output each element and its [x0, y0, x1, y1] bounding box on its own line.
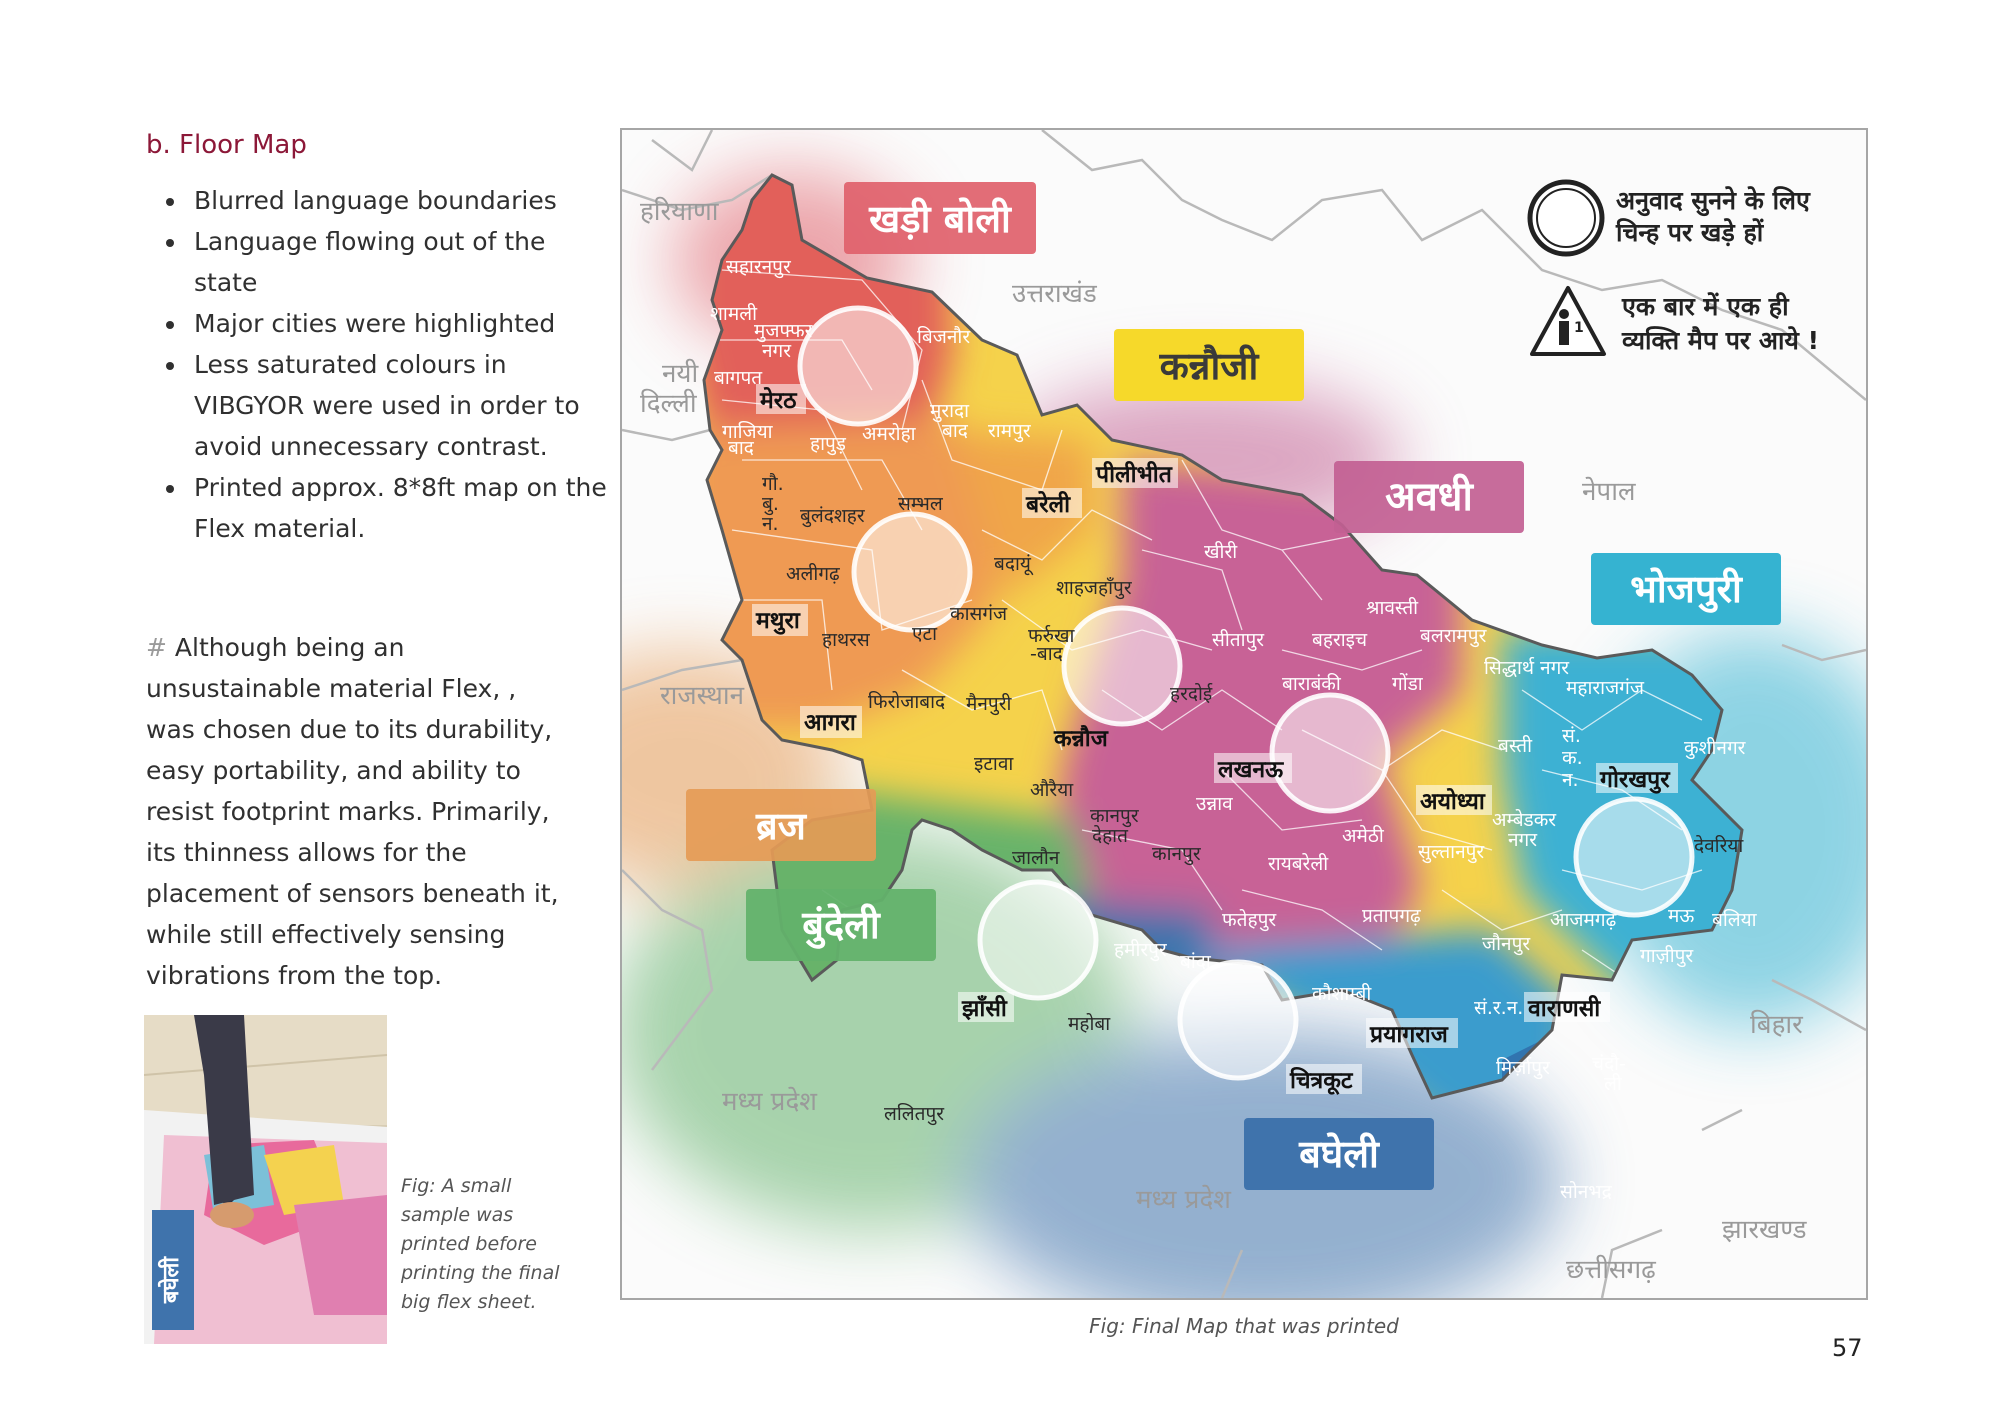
city-shahjahanpur: शाहजहाँपुर [1056, 577, 1132, 599]
city-prayagraj: प्रयागराज [1370, 1022, 1448, 1048]
city-meerut: मेरठ [760, 388, 797, 414]
city-lalitpur: ललितपुर [884, 1103, 945, 1125]
body-paragraph [146, 627, 566, 996]
city-bareilly: बरेली [1026, 492, 1071, 518]
floor-map [620, 128, 1868, 1300]
instruction-line-2a: एक बार में एक ही [1622, 292, 1789, 321]
city-etah: एटा [912, 623, 938, 645]
language-label-bhojpuri [1591, 553, 1781, 625]
city-amroha: अमरोहा [862, 423, 916, 445]
sensor-circle[interactable] [1576, 799, 1692, 915]
sample-photo-label: बघेली [159, 1256, 184, 1304]
region-nayi-dilli-1: नयी [662, 359, 699, 389]
city-deoria: देवरिया [1694, 835, 1744, 857]
instruction-line-1b: चिन्ह पर खड़े हों [1616, 218, 1764, 247]
section-heading: b. Floor Map [146, 130, 307, 160]
city-sitapur: सीतापुर [1212, 629, 1265, 651]
hash-marker: # [146, 633, 167, 662]
city-kaushambi: कौशाम्बी [1312, 983, 1372, 1005]
bullet-item: • Major cities were highlighted [188, 303, 608, 344]
city-hathras: हाथरस [822, 629, 870, 651]
city-baghpat: बागपत [714, 367, 763, 389]
city-ghaziabad-2: बाद [728, 437, 754, 459]
city-lucknow: लखनऊ [1218, 757, 1284, 783]
city-skn-2: क. [1562, 747, 1583, 769]
city-mahoba: महोबा [1068, 1013, 1111, 1035]
city-badaun: बदायूं [994, 553, 1031, 575]
city-kasganj: कासगंज [950, 603, 1008, 625]
city-shamli: शामली [710, 303, 758, 325]
svg-text:ब्रज: ब्रज [756, 804, 806, 848]
instruction-line-2b: व्यक्ति मैप पर आये ! [1622, 326, 1820, 355]
bullet-list [160, 180, 608, 549]
city-ambedkarnagar-1: अम्बेडकर [1492, 809, 1557, 831]
map-caption: Fig: Final Map that was printed [1089, 1314, 1399, 1338]
city-farrukhabad-2: -बाद [1030, 643, 1063, 665]
sample-photo-caption: Fig: A small sample was printed before printing the final big flex sheet. [401, 1175, 560, 1313]
city-kanpur-dehat-2: देहात [1092, 825, 1128, 847]
svg-text:बघेली: बघेली [1299, 1132, 1379, 1176]
city-shravasti: श्रावस्ती [1366, 597, 1419, 619]
region-haryana: हरियाणा [640, 197, 719, 227]
city-sultanpur: सुल्तानपुर [1418, 841, 1485, 863]
city-maharajganj: महाराजगंज [1566, 677, 1644, 699]
svg-text:कन्नौजी: कन्नौजी [1159, 344, 1259, 388]
city-muzaffarnagar-1: मुजफ्फर [754, 320, 813, 342]
sensor-circle[interactable] [1064, 608, 1180, 724]
city-pratapgarh: प्रतापगढ़ [1362, 905, 1421, 927]
city-sonbhadra: सोनभद्र [1560, 1181, 1612, 1203]
svg-text:बुंदेली: बुंदेली [802, 903, 880, 947]
city-ballia: बलिया [1712, 909, 1757, 931]
sensor-circle[interactable] [980, 882, 1096, 998]
city-gbn-3: न. [762, 513, 779, 535]
city-kanpur: कानपुर [1152, 843, 1201, 865]
city-balrampur: बलरामपुर [1420, 625, 1487, 647]
city-mathura: मथुरा [756, 608, 800, 634]
city-gbn-1: गौ. [762, 473, 784, 495]
city-fatehpur: फतेहपुर [1222, 909, 1277, 931]
city-mau: मऊ [1668, 905, 1695, 927]
city-agra: आगरा [804, 710, 856, 736]
language-label-bagheli [1244, 1118, 1434, 1190]
city-chitrakoot: चित्रकूट [1290, 1068, 1353, 1094]
city-rampur: रामपुर [988, 420, 1031, 442]
city-raebareli: रायबरेली [1268, 853, 1329, 875]
region-nepal: नेपाल [1582, 477, 1636, 507]
city-mainpuri: मैनपुरी [966, 693, 1012, 715]
city-skn-3: न. [1562, 769, 1579, 791]
city-kannauj: कन्नौज [1054, 726, 1108, 752]
region-madhya-pradesh-1: मध्य प्रदेश [722, 1087, 817, 1117]
city-kheri: खीरी [1204, 541, 1238, 563]
language-label-awadhi [1334, 461, 1524, 533]
city-siddharthnagar: सिद्धार्थ नगर [1484, 657, 1570, 679]
city-banda: बांदा [1180, 951, 1211, 973]
bullet-item: • Blurred language boundaries [188, 180, 608, 221]
city-ghazipur: गाज़ीपुर [1640, 945, 1694, 967]
language-label-bundeli [746, 889, 936, 961]
city-etawah: इटावा [974, 753, 1014, 775]
region-chhattisgarh: छत्तीसगढ़ [1566, 1255, 1656, 1285]
stand-circle-icon [1530, 182, 1602, 254]
svg-text:भोजपुरी: भोजपुरी [1630, 567, 1742, 611]
city-srn: सं.र.न. [1474, 997, 1524, 1019]
region-bihar: बिहार [1750, 1010, 1803, 1040]
city-farrukhabad-1: फर्रुखा [1028, 625, 1075, 647]
city-basti: बस्ती [1498, 735, 1532, 757]
city-gonda: गोंडा [1392, 673, 1423, 695]
city-moradabad-1: मुरादा [930, 400, 970, 422]
city-bahraich: बहराइच [1312, 629, 1368, 651]
one-person-warning-icon [1532, 288, 1604, 354]
city-firozabad: फिरोजाबाद [868, 691, 946, 713]
city-amethi: अमेठी [1342, 825, 1384, 847]
instruction-line-1a: अनुवाद सुनने के लिए [1616, 186, 1810, 215]
sensor-circle[interactable] [800, 308, 916, 424]
sample-print-photo [144, 1015, 387, 1344]
city-sambhal: सम्भल [898, 493, 943, 515]
city-varanasi: वाराणसी [1528, 996, 1601, 1022]
language-label-kannauji [1114, 329, 1304, 401]
city-muzaffarnagar-2: नगर [762, 340, 792, 362]
page-number: 57 [1832, 1334, 1863, 1362]
city-auraiya: औरैया [1030, 779, 1074, 801]
svg-text:अवधी: अवधी [1385, 474, 1473, 520]
city-mirzapur: मिर्ज़ापुर [1496, 1057, 1550, 1079]
city-moradabad-2: बाद [942, 420, 968, 442]
region-jharkhand: झारखण्ड [1722, 1215, 1807, 1245]
sensor-circle[interactable] [1180, 962, 1296, 1078]
region-rajasthan: राजस्थान [660, 681, 745, 711]
city-gbn-2: बु. [762, 493, 779, 515]
city-azamgarh: आजमगढ़ [1550, 909, 1617, 931]
bullet-item: • Less saturated colours in VIBGYOR were used in order to avoid unnecessary contrast. [188, 344, 608, 467]
bullet-item: • Printed approx. 8*8ft map on the Flex material. [188, 467, 608, 549]
region-madhya-pradesh-2: मध्य प्रदेश [1136, 1185, 1231, 1215]
city-chandauli-1: चंदौ- [1592, 1053, 1626, 1075]
paragraph-text: Although being an unsustainable material Flex, , was chosen due to its durability, easy portability, and ability to resist footprint marks. Primarily, its thinness allows for the placement of sensors beneath it, while still effectively sensing vibrations from the top. [146, 633, 559, 990]
city-unnao: उन्नाव [1196, 793, 1233, 815]
city-aligarh: अलीगढ़ [786, 563, 840, 585]
language-label-khadi-boli [844, 182, 1036, 254]
city-jhansi: झाँसी [962, 996, 1007, 1022]
city-bulandshahr: बुलंदशहर [800, 505, 865, 527]
city-hapur: हापुड़ [810, 433, 846, 455]
city-jalaun: जालौन [1012, 847, 1060, 869]
instruction-panel [1530, 182, 1819, 355]
city-saharanpur: सहारनपुर [726, 256, 791, 278]
city-skn-1: सं. [1562, 725, 1581, 747]
city-hardoi: हरदोई [1170, 683, 1213, 705]
svg-text:1: 1 [1574, 320, 1584, 336]
city-kushinagar: कुशीनगर [1684, 737, 1746, 759]
city-kanpur-dehat-1: कानपुर [1090, 805, 1139, 827]
city-pilibhit: पीलीभीत [1096, 462, 1172, 488]
city-ambedkarnagar-2: नगर [1508, 829, 1538, 851]
city-gorakhpur: गोरखपुर [1600, 767, 1670, 793]
language-label-braj [686, 789, 876, 861]
city-barabanki: बाराबंकी [1282, 673, 1341, 695]
city-ayodhya: अयोध्या [1420, 789, 1485, 815]
bullet-item: • Language flowing out of the state [188, 221, 608, 303]
city-bijnor: बिजनौर [917, 326, 971, 348]
region-uttarakhand: उत्तराखंड [1012, 279, 1097, 309]
city-hamirpur: हमीरपुर [1114, 939, 1167, 961]
city-ghaziabad-1: गाजिया [722, 421, 773, 443]
svg-text:खड़ी बोली: खड़ी बोली [869, 197, 1011, 241]
city-chandauli-2: ली [1604, 1073, 1622, 1095]
city-jaunpur: जौनपुर [1482, 933, 1531, 955]
region-nayi-dilli-2: दिल्ली [640, 389, 697, 419]
